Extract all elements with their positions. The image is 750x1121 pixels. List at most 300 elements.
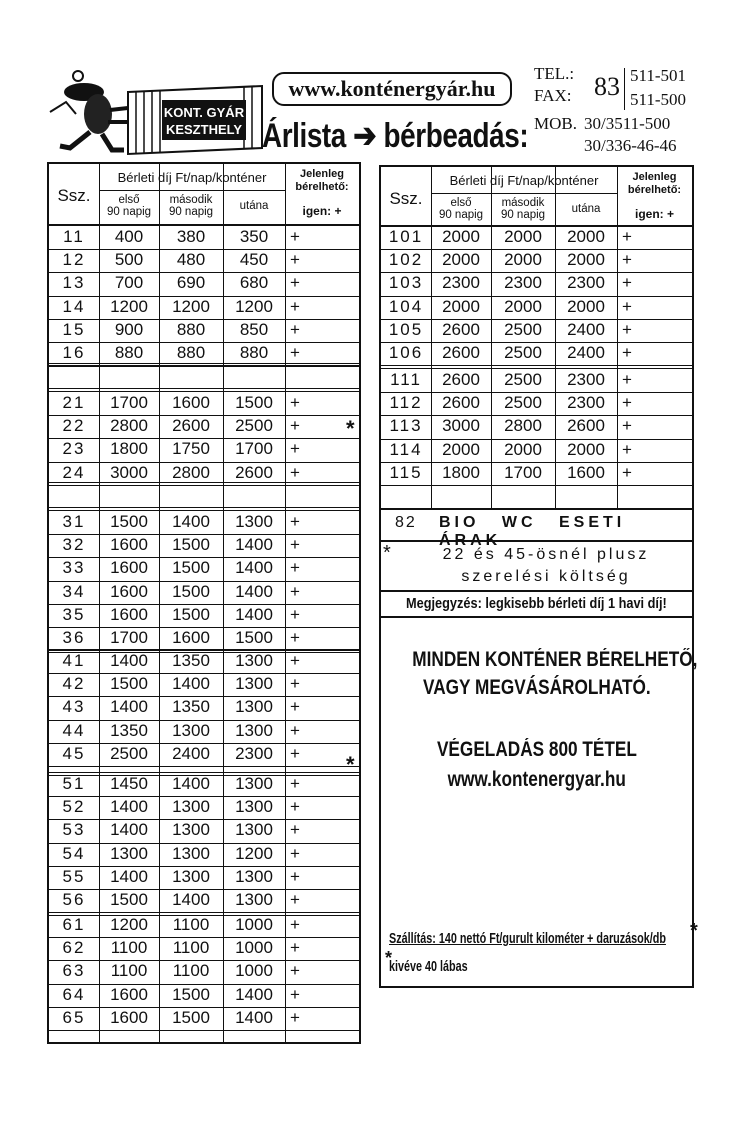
left-header-col1 (99, 194, 159, 218)
row-price-1: 1400 (110, 651, 148, 670)
row-price-3: 2600 (235, 462, 273, 482)
row-price-1: 1400 (110, 697, 148, 717)
row-price-2: 2000 (504, 250, 542, 270)
right-header-col3: utána (571, 203, 601, 215)
row-ssz: 104 (388, 296, 424, 316)
row-price-3: 1400 (235, 604, 273, 624)
row-price-3: 1500 (235, 628, 273, 647)
row-price-3: 1400 (235, 1007, 273, 1027)
right-header-ssz: Ssz. (389, 189, 423, 208)
note-line-1: 22 és 45-ösnél plusz (442, 546, 650, 563)
right-hline (381, 485, 692, 486)
row-price-3: 680 (239, 273, 269, 293)
row-ssz: 52 (62, 797, 86, 817)
row-available: + (622, 296, 632, 316)
row-price-2: 1300 (172, 866, 210, 886)
row-price-1: 1100 (110, 961, 148, 981)
left-row (49, 773, 359, 795)
row-ssz: 113 (389, 416, 423, 436)
row-price-3: 1300 (235, 697, 273, 717)
clearance-sale: VÉGELADÁS 800 TÉTEL (436, 738, 637, 761)
row-available: + (622, 227, 632, 246)
row-ssz: 61 (62, 915, 86, 934)
row-available: + (622, 462, 632, 482)
row-price-2: 2500 (504, 393, 542, 413)
website-url-box (272, 72, 512, 106)
right-header-subline (431, 193, 617, 194)
left-row (49, 650, 359, 672)
row-price-1: 1300 (110, 843, 148, 863)
right-row (381, 249, 692, 271)
minimum-fee-note (381, 590, 692, 618)
row-price-2: 1200 (172, 296, 210, 316)
row-price-3: 1500 (235, 393, 273, 412)
left-row (49, 392, 359, 414)
row-price-1: 2000 (442, 250, 480, 270)
row-ssz: 41 (62, 651, 86, 670)
row-price-2: 2000 (504, 227, 542, 246)
shipping-star: * (690, 920, 698, 942)
row-price-3: 1400 (235, 581, 273, 601)
row-price-2: 1500 (172, 535, 210, 555)
left-header-col2-bottom: 90 napig (168, 206, 214, 218)
row-price-1: 1700 (110, 628, 148, 647)
left-row (49, 342, 359, 364)
row-price-2: 1350 (172, 651, 210, 670)
left-header-col2 (159, 194, 223, 218)
row-price-2: 2800 (172, 462, 210, 482)
row-ssz: 53 (62, 820, 86, 840)
row-ssz: 44 (62, 720, 86, 740)
row-price-1: 2000 (442, 439, 480, 459)
row-ssz: 31 (62, 512, 86, 531)
right-row (381, 462, 692, 484)
row-price-1: 1500 (110, 512, 148, 531)
row-available: + (290, 697, 300, 717)
row-ssz: 43 (62, 697, 86, 717)
mob-label: MOB. (534, 114, 577, 133)
row-ssz: 12 (62, 250, 86, 270)
left-row (49, 511, 359, 533)
row-ssz: 106 (388, 343, 424, 362)
row-price-3: 2000 (567, 250, 605, 270)
right-header-col1 (431, 197, 491, 221)
row-price-2: 1100 (172, 938, 210, 958)
row-price-2: 1600 (172, 393, 210, 412)
left-row (49, 866, 359, 888)
row-available: + (290, 938, 300, 958)
right-header-jelenleg-1: Jelenleg (632, 171, 677, 183)
row-price-2: 1700 (504, 462, 542, 482)
row-price-2: 2000 (504, 296, 542, 316)
left-row (49, 462, 359, 484)
row-price-3: 2300 (567, 273, 605, 293)
row-price-1: 2300 (442, 273, 480, 293)
row-price-1: 1600 (110, 604, 148, 624)
row-price-1: 2000 (442, 296, 480, 316)
mob-number-2: 30/336-46-46 (584, 136, 677, 155)
row-price-3: 1300 (235, 720, 273, 740)
left-row (49, 720, 359, 742)
row-available: + (290, 604, 300, 624)
row-price-3: 1200 (235, 296, 273, 316)
row-available: + (290, 674, 300, 694)
row-available: + (622, 250, 632, 270)
row-price-2: 1500 (172, 558, 210, 578)
heading-arlista: Árlista (262, 117, 346, 155)
row-price-1: 1800 (442, 462, 480, 482)
right-row (381, 342, 692, 364)
row-price-2: 480 (176, 250, 206, 270)
row-price-1: 2800 (110, 416, 148, 436)
left-row (49, 696, 359, 718)
row-price-1: 1350 (110, 720, 148, 740)
row-available: + (290, 512, 300, 531)
row-price-2: 1500 (172, 604, 210, 624)
row-price-3: 1400 (235, 984, 273, 1004)
right-header-col2-bottom: 90 napig (500, 209, 546, 221)
left-row (49, 843, 359, 865)
row-ssz: 15 (62, 319, 86, 339)
row-price-2: 1300 (172, 820, 210, 840)
row-price-3: 1300 (235, 512, 273, 531)
row-available: + (290, 820, 300, 840)
row-available: + (290, 984, 300, 1004)
row-price-1: 500 (114, 250, 144, 270)
row-available: + (622, 393, 632, 413)
row-ssz: 56 (62, 890, 86, 909)
right-header-jelenleg-2: bérelhető: (627, 184, 682, 196)
row-price-1: 2600 (442, 393, 480, 413)
row-price-3: 1300 (235, 866, 273, 886)
row-price-1: 2600 (442, 319, 480, 339)
row-price-3: 1700 (235, 439, 273, 459)
left-header-ssz: Ssz. (57, 186, 91, 205)
row-price-3: 1300 (235, 820, 273, 840)
exception-text: kivéve 40 lábas (389, 958, 468, 975)
right-header-jelenleg (617, 171, 692, 197)
row-ssz: 36 (62, 628, 86, 647)
row-price-3: 1300 (235, 651, 273, 670)
right-header-col1-bottom: 90 napig (438, 209, 484, 221)
left-header-jelenleg (285, 168, 359, 194)
row-price-2: 1100 (172, 915, 210, 934)
row-ssz: 16 (62, 343, 86, 362)
row-ssz: 13 (62, 273, 86, 293)
row-price-2: 1500 (172, 1007, 210, 1027)
row-available: + (290, 227, 300, 246)
left-row (49, 914, 359, 936)
row-available: + (290, 343, 300, 362)
row-available: + (290, 393, 300, 412)
row-price-1: 1200 (110, 296, 148, 316)
notice-line-1: MINDEN KONTÉNER BÉRELHETŐ, (412, 648, 698, 671)
row-price-1: 2000 (442, 227, 480, 246)
row-price-2: 380 (176, 227, 206, 246)
left-row (49, 415, 359, 437)
row-price-3: 1000 (235, 961, 273, 981)
row-price-1: 1600 (110, 535, 148, 555)
heading-berbeadas: bérbeadás: (383, 117, 529, 155)
row-price-2: 2800 (504, 416, 542, 436)
right-row (381, 439, 692, 461)
row-available: + (622, 370, 632, 389)
row-available: + (290, 439, 300, 459)
mob-number-1: 30/3511-500 (584, 114, 671, 133)
row-available: + (290, 273, 300, 293)
fax-number: 511-500 (630, 90, 687, 109)
row-price-2: 1400 (172, 512, 210, 531)
row-available: + (622, 319, 632, 339)
left-row (49, 889, 359, 911)
row-price-2: 2400 (172, 743, 210, 763)
row-ssz: 23 (62, 439, 86, 459)
left-hline (49, 1030, 359, 1031)
row-price-1: 700 (114, 273, 144, 293)
left-row (49, 249, 359, 271)
row-available: + (622, 343, 632, 362)
row-price-1: 1400 (110, 820, 148, 840)
arrow-right-icon: ➔ (353, 117, 377, 155)
left-row (49, 1007, 359, 1029)
row-price-1: 2600 (442, 343, 480, 362)
row-available: + (622, 416, 632, 436)
note-line-2: szerelési költség (461, 568, 631, 585)
row-available: + (622, 273, 632, 293)
row-ssz: 111 (390, 370, 422, 389)
left-header-igen: igen: + (302, 204, 342, 218)
row-available: + (290, 720, 300, 740)
fax-label: FAX: (534, 86, 572, 105)
row-ssz: 103 (388, 273, 424, 293)
row-price-1: 1600 (110, 558, 148, 578)
row-price-1: 2600 (442, 370, 480, 389)
row-price-2: 1100 (172, 961, 210, 981)
row-ssz: 63 (62, 961, 86, 981)
row-ssz: 112 (389, 393, 423, 413)
right-row (381, 392, 692, 414)
row-available: + (290, 797, 300, 817)
row-price-3: 350 (239, 227, 269, 246)
row-price-2: 1400 (172, 774, 210, 793)
left-row (49, 296, 359, 318)
row-price-2: 1400 (172, 674, 210, 694)
biowc-number: 82 (395, 514, 417, 531)
row-price-2: 1300 (172, 720, 210, 740)
right-header-col2-top: második (501, 197, 545, 209)
left-row (49, 226, 359, 248)
left-row (49, 796, 359, 818)
row-price-2: 1500 (172, 581, 210, 601)
website-url-bottom: www.kontenergyar.hu (447, 768, 626, 791)
row-price-3: 1200 (235, 843, 273, 863)
row-price-2: 880 (176, 319, 206, 339)
logo-text-line1: KONT. GYÁR (163, 105, 245, 120)
row-available: + (290, 462, 300, 482)
row-price-1: 1400 (110, 866, 148, 886)
row-available: + (290, 843, 300, 863)
biowc-row (381, 514, 692, 549)
info-panel (379, 510, 698, 988)
notice-line-2: VAGY MEGVÁSÁROLHATÓ. (422, 676, 651, 699)
price-table-left (47, 162, 361, 1044)
row-price-1: 2500 (110, 743, 148, 763)
right-header-berleti: Bérleti díj Ft/nap/konténer (449, 173, 599, 188)
row-price-1: 400 (114, 227, 144, 246)
row-ssz: 115 (389, 462, 423, 482)
row-ssz: 33 (62, 558, 86, 578)
row-price-1: 1450 (110, 774, 148, 793)
row-price-3: 1300 (235, 797, 273, 817)
row-price-2: 690 (176, 273, 206, 293)
row-price-2: 2300 (504, 273, 542, 293)
row-price-1: 1600 (110, 581, 148, 601)
row-price-2: 880 (176, 343, 206, 362)
right-header-igen: igen: + (634, 207, 674, 221)
row-available: + (290, 743, 300, 763)
row-price-2: 2500 (504, 343, 542, 362)
row-ssz: 45 (62, 743, 86, 763)
exception-star: * (385, 948, 393, 968)
row-ssz: 22 (62, 416, 86, 436)
row-price-3: 1600 (567, 462, 605, 482)
left-row (49, 534, 359, 556)
row-price-1: 3000 (442, 416, 480, 436)
row-ssz: 35 (62, 604, 86, 624)
row-price-3: 2400 (567, 343, 605, 362)
row-price-3: 2400 (567, 319, 605, 339)
left-row (49, 960, 359, 982)
contact-block (534, 64, 744, 159)
row-available: + (290, 416, 300, 436)
row-price-3: 2300 (567, 370, 605, 389)
left-header-subline (99, 190, 285, 191)
row-ssz: 51 (62, 774, 86, 793)
left-row (49, 604, 359, 626)
row-price-3: 2000 (567, 439, 605, 459)
row-price-2: 1400 (172, 890, 210, 909)
row-price-1: 880 (114, 343, 144, 362)
left-row (49, 743, 359, 765)
row-available: + (290, 535, 300, 555)
row-price-2: 2000 (504, 439, 542, 459)
row-price-3: 1400 (235, 558, 273, 578)
row-price-3: 2500 (235, 416, 273, 436)
note-star: * (383, 542, 391, 564)
right-header-col2 (491, 197, 555, 221)
tel-number: 511-501 (630, 66, 687, 85)
row-price-3: 2300 (235, 743, 273, 763)
row-price-1: 1400 (110, 797, 148, 817)
left-row (49, 673, 359, 695)
row-price-3: 2600 (567, 416, 605, 436)
row-ssz: 114 (389, 439, 423, 459)
row-ssz: 62 (62, 938, 86, 958)
left-row (49, 819, 359, 841)
row-ssz: 105 (388, 319, 424, 339)
biowc-text: BIO WC ESETI ÁRAK (439, 514, 626, 549)
row-price-3: 850 (239, 319, 269, 339)
row-price-3: 1400 (235, 535, 273, 555)
row-price-3: 1300 (235, 774, 273, 793)
left-row (49, 627, 359, 649)
star-45: * (346, 752, 355, 777)
right-row (381, 296, 692, 318)
left-hline (49, 766, 359, 767)
row-available: + (622, 439, 632, 459)
left-row (49, 581, 359, 603)
row-available: + (290, 774, 300, 793)
row-price-1: 1600 (110, 1007, 148, 1027)
right-row (381, 319, 692, 341)
row-price-3: 2300 (567, 393, 605, 413)
row-price-2: 1750 (172, 439, 210, 459)
row-price-2: 1600 (172, 628, 210, 647)
row-price-1: 1700 (110, 393, 148, 412)
right-row (381, 369, 692, 391)
row-ssz: 64 (62, 984, 86, 1004)
row-available: + (290, 296, 300, 316)
left-header-jelenleg-1: Jelenleg (299, 168, 345, 180)
left-row (49, 984, 359, 1006)
row-ssz: 42 (62, 674, 86, 694)
row-price-1: 1100 (110, 938, 148, 958)
left-header-col1-top: első (118, 194, 140, 206)
website-url: www.konténergyár.hu (288, 76, 496, 101)
row-ssz: 14 (62, 296, 86, 316)
right-header-col1-top: első (450, 197, 472, 209)
row-available: + (290, 628, 300, 647)
row-price-1: 1500 (110, 890, 148, 909)
company-logo (40, 62, 265, 157)
left-row (49, 937, 359, 959)
row-price-3: 1000 (235, 915, 273, 934)
left-row (49, 319, 359, 341)
left-header-berleti: Bérleti díj Ft/nap/konténer (117, 170, 267, 185)
row-available: + (290, 961, 300, 981)
row-price-2: 1500 (172, 984, 210, 1004)
right-row (381, 415, 692, 437)
row-price-3: 1000 (235, 938, 273, 958)
row-price-1: 1600 (110, 984, 148, 1004)
row-available: + (290, 890, 300, 909)
contact-divider (624, 68, 625, 110)
row-ssz: 55 (62, 866, 86, 886)
row-available: + (290, 558, 300, 578)
row-ssz: 24 (62, 462, 86, 482)
row-price-2: 1300 (172, 797, 210, 817)
left-header-col3: utána (239, 200, 269, 212)
row-price-2: 2600 (172, 416, 210, 436)
right-row (381, 272, 692, 294)
row-ssz: 11 (63, 227, 85, 246)
right-row (381, 226, 692, 248)
row-available: + (290, 915, 300, 934)
tel-label: TEL.: (534, 64, 575, 83)
left-row (49, 272, 359, 294)
row-price-1: 3000 (110, 462, 148, 482)
row-price-3: 2000 (567, 227, 605, 246)
star-22: * (346, 416, 355, 441)
assembly-note (381, 540, 692, 592)
row-available: + (290, 250, 300, 270)
row-price-2: 1350 (172, 697, 210, 717)
logo-text-line2: KESZTHELY (165, 122, 243, 137)
row-price-2: 1300 (172, 843, 210, 863)
row-ssz: 65 (62, 1007, 86, 1027)
row-price-3: 1300 (235, 674, 273, 694)
row-price-3: 1300 (235, 890, 273, 909)
